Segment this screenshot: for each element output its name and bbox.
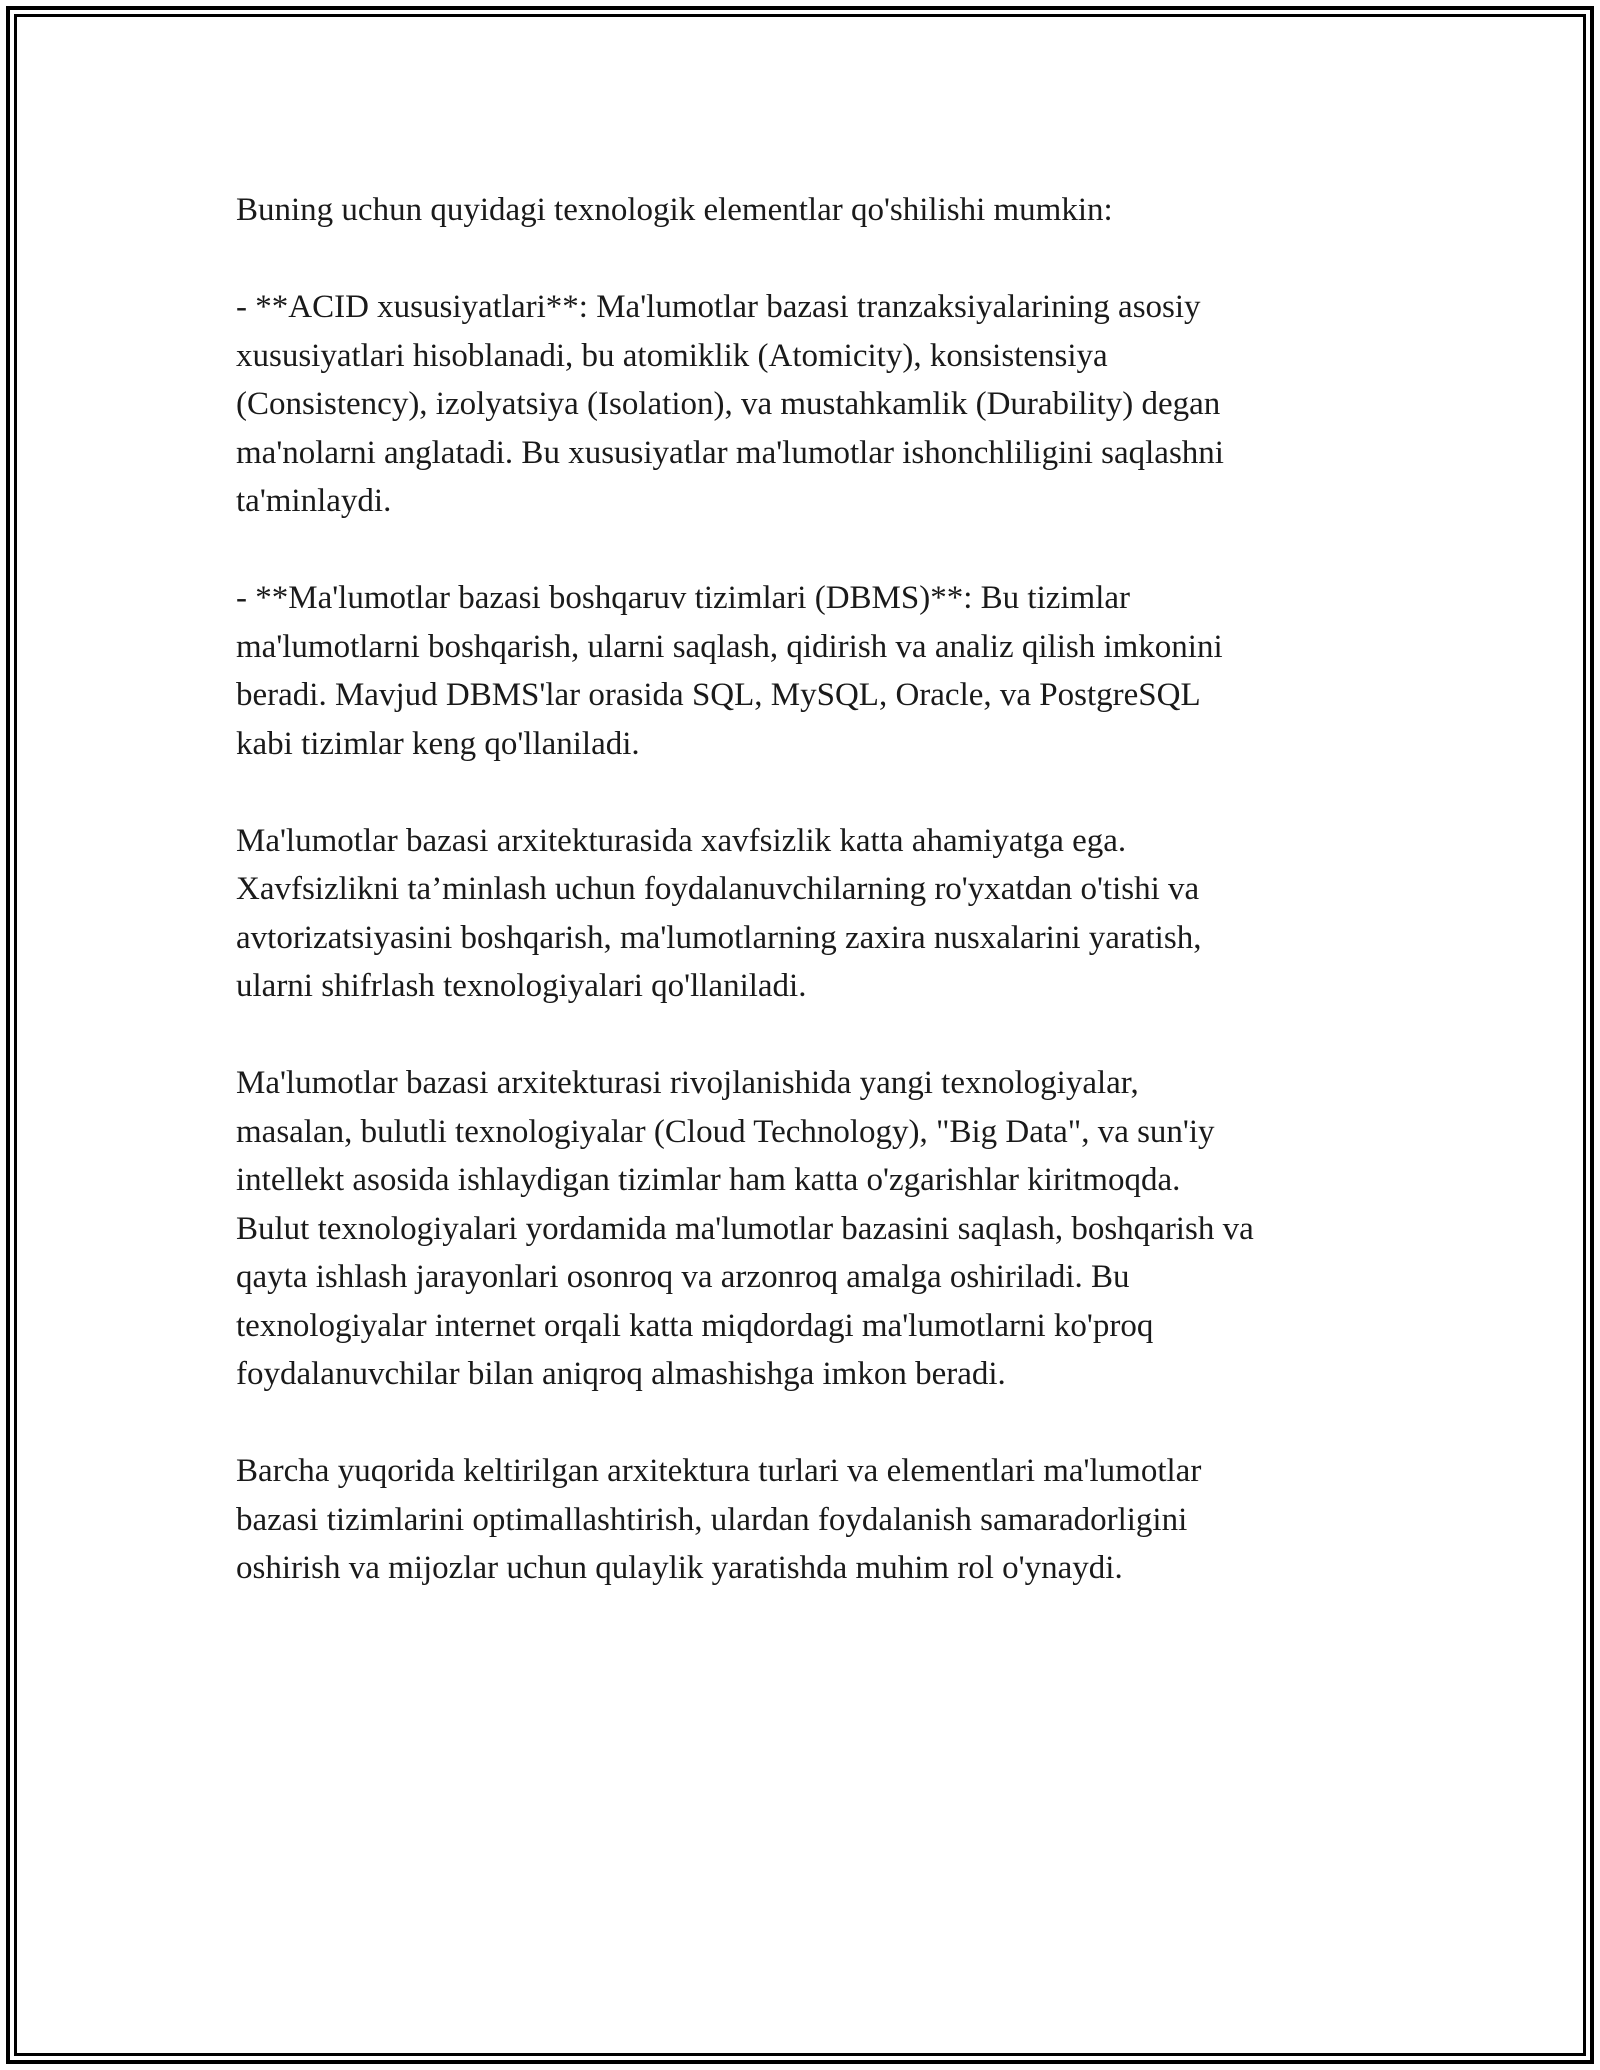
document-body: [236, 186, 1376, 1641]
paragraph-conclusion: Barcha yuqorida keltirilgan arxitektura turlari va elementlari ma'lumotlar bazasi tizimlarini optimallashtirish, ulardan foydalanish samaradorligini oshirish va mijozlar uchun qulaylik yaratishda muhim rol o'ynaydi.: [236, 1453, 1202, 1586]
paragraph-technologies: Ma'lumotlar bazasi arxitekturasi rivojlanishida yangi texnologiyalar, masalan, bulutli texnologiyalar (Cloud Technology), "Big Data", va sun'iy intellekt asosida ishlaydigan tizimlar ham katta o'zgarishlar kiritmoqda. Bulut texnologiyalari yordamida ma'lumotlar bazasini saqlash, boshqarish va qayta ishlash jarayonlari osonroq va arzonroq amalga oshiriladi. Bu texnologiyalar internet orqali katta miqdordagi ma'lumotlarni ko'proq foydalanuvchilar bilan aniqroq almashishga imkon beradi.: [236, 1065, 1254, 1392]
paragraph-dbms: - **Ma'lumotlar bazasi boshqaruv tizimlari (DBMS)**: Bu tizimlar ma'lumotlarni boshqarish, ularni saqlash, qidirish va analiz qilish imkonini beradi. Mavjud DBMS'lar orasida SQL, MySQL, Oracle, va PostgreSQL kabi tizimlar keng qo'llaniladi.: [236, 580, 1223, 762]
paragraph-acid: - **ACID xususiyatlari**: Ma'lumotlar bazasi tranzaksiyalarining asosiy xususiyatlari hisoblanadi, bu atomiklik (Atomicity), konsistensiya (Consistency), izolyatsiya (Isolation), va mustahkamlik (Durability) degan ma'nolarni anglatadi. Bu xususiyatlar ma'lumotlar ishonchliligini saqlashni ta'minlaydi.: [236, 289, 1224, 519]
paragraph-security: Ma'lumotlar bazasi arxitekturasida xavfsizlik katta ahamiyatga ega. Xavfsizlikni ta’minlash uchun foydalanuvchilarning ro'yxatdan o'tishi va avtorizatsiyasini boshqarish, ma'lumotlarning zaxira nusxalarini yaratish, ularni shifrlash texnologiyalari qo'llaniladi.: [236, 822, 1202, 1004]
paragraph-intro: Buning uchun quyidagi texnologik elementlar qo'shilishi mumkin:: [236, 192, 1113, 228]
